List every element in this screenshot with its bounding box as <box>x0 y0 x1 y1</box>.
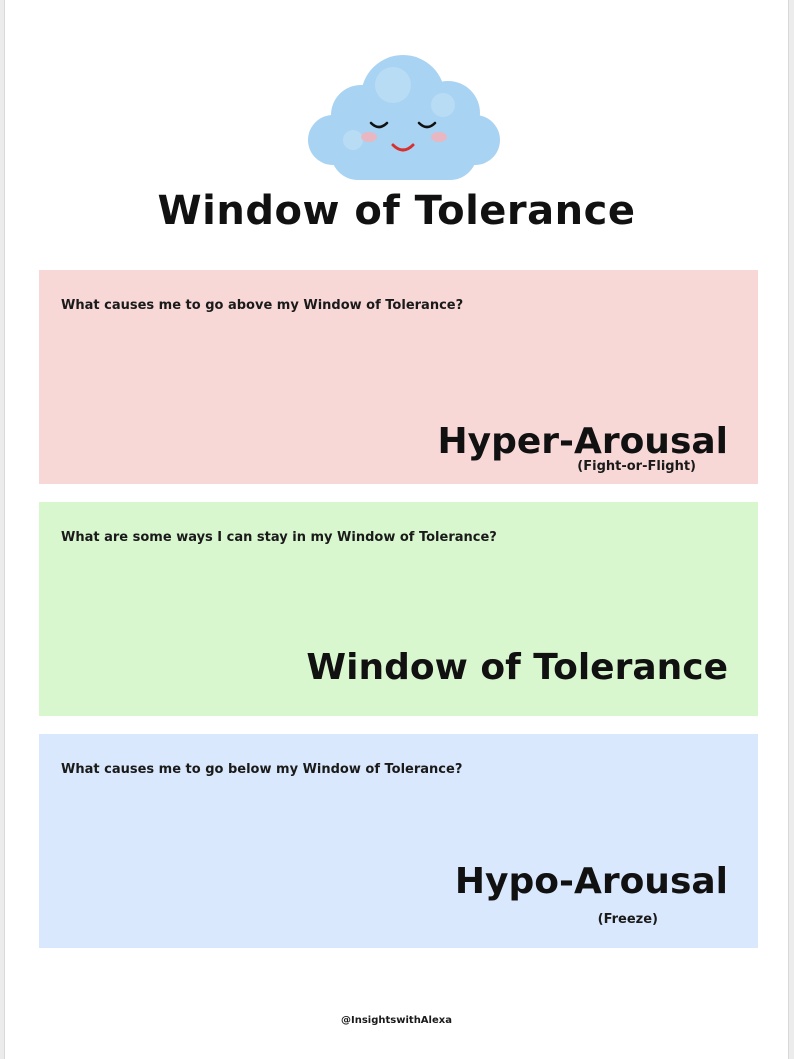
hyper-arousal-sublabel: (Fight-or-Flight) <box>577 459 696 474</box>
worksheet-page <box>4 0 789 1059</box>
window-of-tolerance-section <box>39 502 758 716</box>
hyper-arousal-section <box>39 270 758 484</box>
smiling-cloud-icon <box>303 45 503 185</box>
page-title: Window of Tolerance <box>157 188 636 234</box>
hyper-arousal-label: Hyper-Arousal <box>437 421 728 462</box>
footer-credit: @InsightswithAlexa <box>341 1015 452 1026</box>
hypo-arousal-section <box>39 734 758 948</box>
window-of-tolerance-question: What are some ways I can stay in my Window of Tolerance? <box>61 530 497 545</box>
hypo-arousal-sublabel: (Freeze) <box>597 912 658 927</box>
hypo-arousal-label: Hypo-Arousal <box>454 861 728 902</box>
hypo-arousal-question: What causes me to go below my Window of Tolerance? <box>61 762 463 777</box>
hyper-arousal-question: What causes me to go above my Window of Tolerance? <box>61 298 464 313</box>
window-of-tolerance-label: Window of Tolerance <box>306 647 728 688</box>
